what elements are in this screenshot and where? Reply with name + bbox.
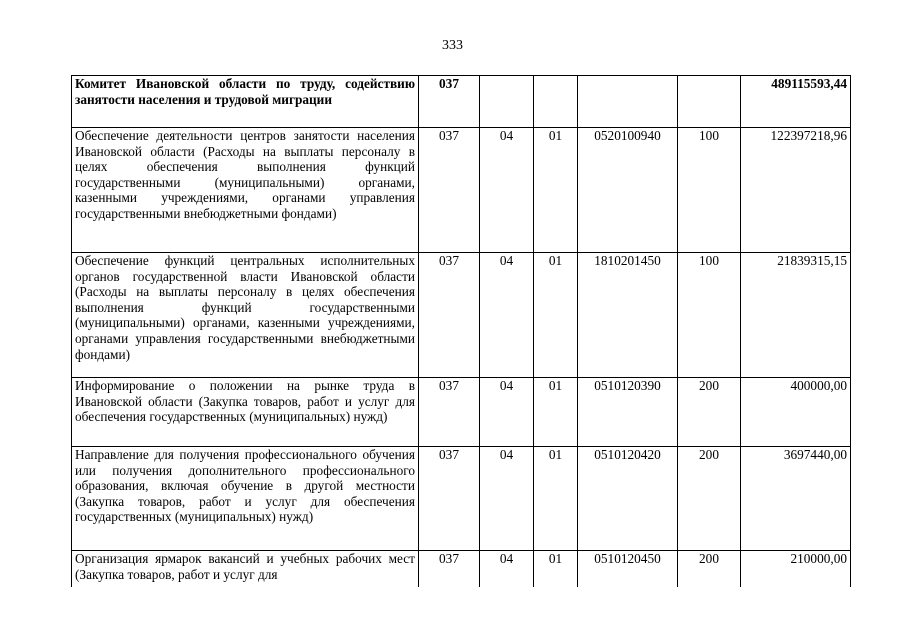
budget-table — [71, 75, 851, 587]
ministry-code-cell: 037 — [419, 378, 480, 447]
ministry-code-cell: 037 — [419, 76, 480, 128]
subsection-code-cell — [534, 76, 578, 128]
expense-name-cell: Комитет Ивановской области по труду, содействию занятости населения и трудовой миграции — [72, 76, 419, 128]
expense-type-cell — [678, 76, 741, 128]
subsection-code-cell: 01 — [534, 378, 578, 447]
target-article-cell: 1810201450 — [578, 253, 678, 378]
page-number: 333 — [442, 38, 463, 53]
table-row — [72, 253, 851, 378]
expense-type-cell: 100 — [678, 253, 741, 378]
amount-cell: 400000,00 — [741, 378, 851, 447]
table-row — [72, 447, 851, 551]
ministry-code-cell: 037 — [419, 253, 480, 378]
section-code-cell: 04 — [480, 253, 534, 378]
target-article-cell — [578, 76, 678, 128]
expense-type-cell: 200 — [678, 378, 741, 447]
section-code-cell: 04 — [480, 447, 534, 551]
table-row — [72, 551, 851, 587]
expense-name-cell: Направление для получения профессионального обучения или получения дополнительного профессионального образования, включая обучение в другой местности (Закупка товаров, работ и услуг для обеспечения государственных (муниципальных) нужд) — [72, 447, 419, 551]
expense-type-cell: 200 — [678, 447, 741, 551]
expense-name-cell: Организация ярмарок вакансий и учебных рабочих мест (Закупка товаров, работ и услуг для — [72, 551, 419, 587]
expense-name-cell: Информирование о положении на рынке труда в Ивановской области (Закупка товаров, работ и услуг для обеспечения государственных (муниципальных) нужд) — [72, 378, 419, 447]
subsection-code-cell: 01 — [534, 128, 578, 253]
expense-name-cell: Обеспечение деятельности центров занятости населения Ивановской области (Расходы на выплаты персоналу в целях обеспечения выполнения функций государственными (муниципальными) органами, казенными учреждениями, органами управления государственными внебюджетными фондами) — [72, 128, 419, 253]
amount-cell: 21839315,15 — [741, 253, 851, 378]
ministry-code-cell: 037 — [419, 447, 480, 551]
subsection-code-cell: 01 — [534, 551, 578, 587]
expense-name-cell: Обеспечение функций центральных исполнительных органов государственной власти Ивановской области (Расходы на выплаты персоналу в целях обеспечения выполнения функций государственными (муниципальными) органами, казенными учреждениями, органами управления государственными внебюджетными фондами) — [72, 253, 419, 378]
ministry-code-cell: 037 — [419, 551, 480, 587]
amount-cell: 122397218,96 — [741, 128, 851, 253]
target-article-cell: 0510120420 — [578, 447, 678, 551]
table-row — [72, 76, 851, 128]
expense-type-cell: 200 — [678, 551, 741, 587]
target-article-cell: 0510120390 — [578, 378, 678, 447]
amount-cell: 489115593,44 — [741, 76, 851, 128]
table-row — [72, 378, 851, 447]
subsection-code-cell: 01 — [534, 447, 578, 551]
amount-cell: 210000,00 — [741, 551, 851, 587]
section-code-cell: 04 — [480, 378, 534, 447]
target-article-cell: 0510120450 — [578, 551, 678, 587]
section-code-cell: 04 — [480, 128, 534, 253]
ministry-code-cell: 037 — [419, 128, 480, 253]
subsection-code-cell: 01 — [534, 253, 578, 378]
section-code-cell — [480, 76, 534, 128]
table-row — [72, 128, 851, 253]
amount-cell: 3697440,00 — [741, 447, 851, 551]
expense-type-cell: 100 — [678, 128, 741, 253]
section-code-cell: 04 — [480, 551, 534, 587]
target-article-cell: 0520100940 — [578, 128, 678, 253]
